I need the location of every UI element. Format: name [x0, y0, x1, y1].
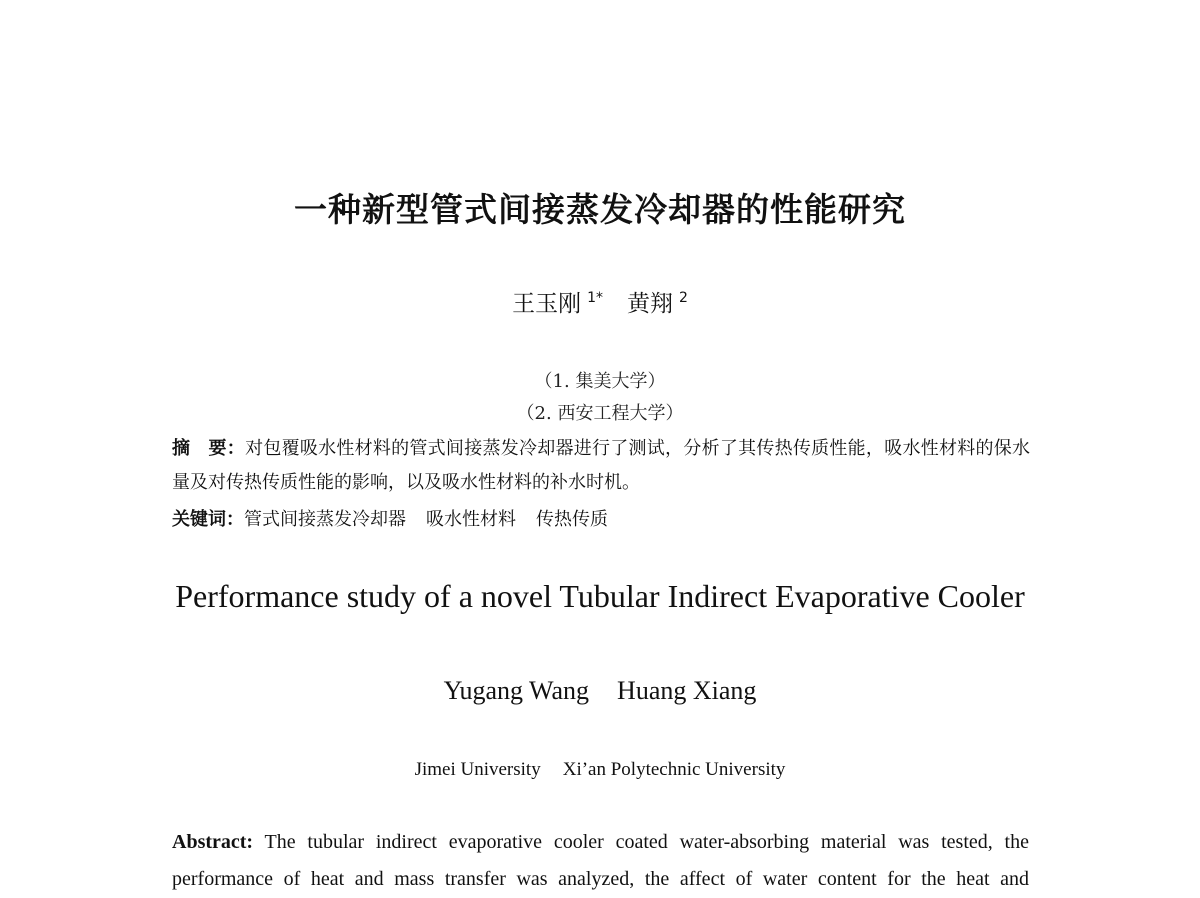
english-affiliation-2: Xi’an Polytechnic University — [562, 759, 786, 780]
english-abstract-line-2: performance of heat and mass transfer was analyzed, the affect of water content for the heat and — [172, 868, 1029, 890]
english-abstract-line-1 — [172, 824, 1029, 861]
author-1-name: 王玉刚 — [512, 291, 582, 317]
abstract-label-part1: 摘 — [172, 438, 191, 459]
author-2-name: 黄翔 — [627, 291, 673, 317]
english-affiliation-1: Jimei University — [414, 759, 541, 780]
chinese-title: 一种新型管式间接蒸发冷却器的性能研究 — [294, 190, 906, 229]
chinese-authors — [0, 285, 1200, 318]
abstract-label-part2: 要： — [208, 438, 246, 459]
english-abstract-text-1: The tubular indirect evaporative cooler coated water-absorbing material was tested, the — [264, 831, 1029, 853]
english-authors — [0, 676, 1200, 706]
keyword-1: 管式间接蒸发冷却器 — [244, 509, 406, 530]
english-title: Performance study of a novel Tubular Indirect Evaporative Cooler — [175, 578, 1025, 614]
english-abstract — [172, 824, 1029, 898]
author-1-mark: 1* — [587, 290, 603, 306]
english-abstract-label: Abstract: — [172, 831, 254, 853]
author-2-mark: 2 — [679, 290, 688, 306]
english-affiliations — [0, 759, 1200, 781]
keyword-2: 吸水性材料 — [426, 509, 516, 530]
keyword-3: 传热传质 — [536, 509, 608, 530]
affiliation-2: （2. 西安工程大学） — [516, 403, 684, 424]
chinese-abstract-text: 对包覆吸水性材料的管式间接蒸发冷却器进行了测试，分析了其传热传质性能，吸水性材料的保水量及对传热传质性能的影响，以及吸水性材料的补水时机。 — [172, 438, 1031, 493]
chinese-abstract — [172, 432, 1030, 500]
chinese-keywords — [172, 505, 1030, 535]
english-author-2: Huang Xiang — [617, 676, 757, 705]
english-author-1: Yugang Wang — [443, 676, 590, 705]
keywords-label: 关键词： — [172, 509, 244, 530]
affiliation-1: （1. 集美大学） — [534, 371, 666, 392]
